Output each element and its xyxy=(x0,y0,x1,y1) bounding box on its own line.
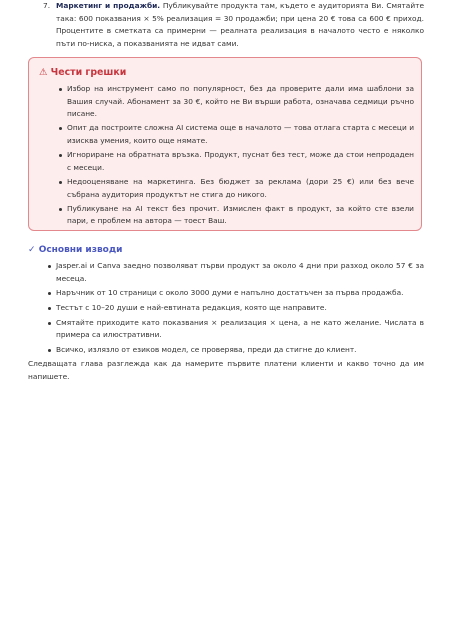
list-item: Публикуване на AI текст без прочит. Измислен факт в продукт, за който сте взели пари, е проблем на автора — тоест Ваш. xyxy=(29,203,414,228)
closing-paragraph: Следващата глава разглежда как да намерите първите платени клиенти и какво точно да им напишете. xyxy=(28,359,424,381)
common-mistakes-title: Чести грешки xyxy=(50,67,127,78)
step-title: Маркетинг и продажби. xyxy=(56,1,161,10)
list-item: Смятайте приходите като показвания × реализация × цена, а не като желание. Числата в примера са илюстративни. xyxy=(28,317,424,342)
list-item: Тестът с 10–20 души е най-евтината редакция, която ще направите. xyxy=(28,302,424,315)
step-7-paragraph xyxy=(43,0,424,50)
list-item: Избор на инструмент само по популярност, без да проверите дали има шаблони за Вашия случай. Абонамент за 30 €, който не Ви върши работа, означава седмици ръчно писане. xyxy=(29,83,414,121)
conclusions-list xyxy=(28,260,424,359)
list-item: Jasper.ai и Canva заедно позволяват първи продукт за около 4 дни при разход около 57 € за месеца. xyxy=(28,260,424,285)
step-text: Публикувайте продукта там, където е аудиторията Ви. Смятайте така: 600 показвания × 5% реализация = 30 продажби; при цена 20 € това са 600 € приход. Процентите в сметката са примерни — реалната реализация в началото често е няколко пъти по-ниска, а показванията не идват сами. xyxy=(56,1,424,48)
key-conclusions-heading xyxy=(28,244,122,256)
warning-icon: ⚠ xyxy=(39,67,48,78)
common-mistakes-heading xyxy=(39,67,126,79)
list-item: Игнориране на обратната връзка. Продукт, пуснат без тест, може да стои непродаден с месеци. xyxy=(29,149,414,174)
mistakes-list xyxy=(29,83,423,230)
list-item: Недооценяване на маркетинга. Без бюджет за реклама (дори 25 €) или без вече събрана аудитория продуктът не стига до никого. xyxy=(29,176,414,201)
step-number: 7. xyxy=(43,1,51,10)
checkmark-icon: ✓ xyxy=(28,245,36,255)
list-item: Наръчник от 10 страници с около 3000 думи е напълно достатъчен за първа продажба. xyxy=(28,287,424,300)
list-item: Всичко, излязло от езиков модел, се проверява, преди да стигне до клиент. xyxy=(28,344,424,357)
key-conclusions-title: Основни изводи xyxy=(38,245,123,255)
common-mistakes-box xyxy=(28,57,422,231)
list-item: Опит да построите сложна AI система още в началото — това отлага старта с месеци и изисква умения, които още нямате. xyxy=(29,122,414,147)
